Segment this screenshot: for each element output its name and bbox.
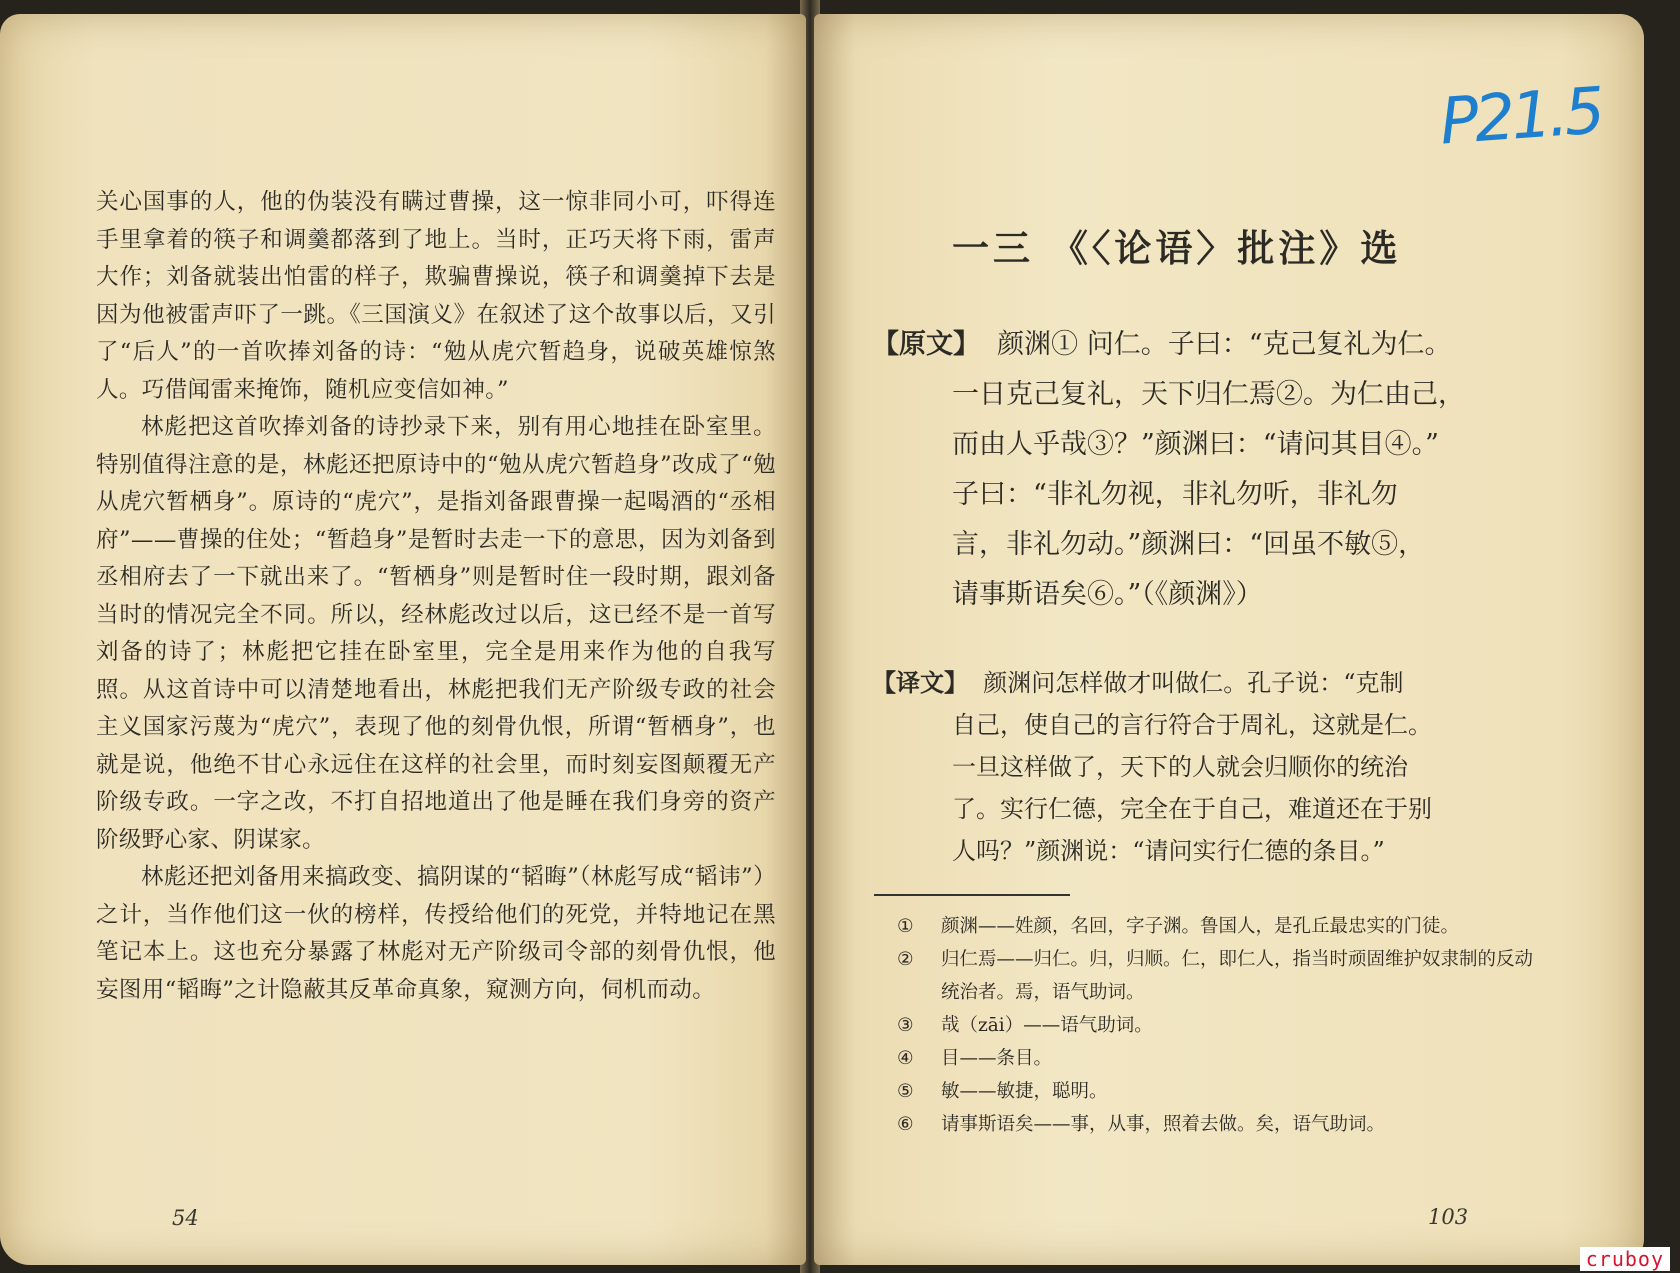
paragraph: 林彪把这首吹捧刘备的诗抄录下来，别有用心地挂在卧室里。特别值得注意的是，林彪还把原诗中的“勉从虎穴暂趋身”改成了“勉从虎穴暂栖身”。原诗的“虎穴”，是指刘备跟曹操一起喝酒的“丞相府”——曹操的住处；“暂趋身”是暂时去走一下的意思，因为刘备到丞相府去了一下就出来了。“暂栖身”则是暂时住一段时期，跟刘备当时的情况完全不同。所以，经林彪改过以后，这已经不是一首写刘备的诗了；林彪把它挂在卧室里，完全是用来作为他的自我写照。从这首诗中可以清楚地看出，林彪把我们无产阶级专政的社会主义国家污蔑为“虎穴”，表现了他的刻骨仇恨，所谓“暂栖身”，也就是说，他绝不甘心永远住在这样的社会里，而时刻妄图颠覆无产阶级专政。一字之改，不打自招地道出了他是睡在我们身旁的资产阶级野心家、阴谋家。 bbox=[96, 414, 776, 853]
footnote bbox=[897, 1108, 1537, 1141]
translation-section bbox=[872, 662, 1532, 872]
original-line: 而由人乎哉③？”颜渊曰：“请问其目④。” bbox=[952, 429, 1439, 460]
left-page-body bbox=[96, 184, 776, 1009]
original-line: 子曰：“非礼勿视，非礼勿听，非礼勿 bbox=[952, 479, 1398, 510]
footnote-number: ⑥ bbox=[897, 1114, 914, 1135]
translation-line: 了。实行仁德，完全在于自己，难道还在于别 bbox=[952, 795, 1432, 823]
page-number-right: 103 bbox=[1428, 1205, 1469, 1229]
translation-first-line bbox=[872, 662, 1532, 704]
watermark: cruboy bbox=[1580, 1247, 1670, 1271]
original-text-section bbox=[872, 320, 1532, 620]
translation-line: 颜渊问怎样做才叫做仁。孔子说：“克制 bbox=[983, 669, 1404, 697]
footnote bbox=[897, 943, 1537, 1009]
original-first-line bbox=[872, 320, 1532, 370]
paragraph: 关心国事的人，他的伪装没有瞒过曹操，这一惊非同小可，吓得连手里拿着的筷子和调羹都落到了地上。当时，正巧天将下雨，雷声大作；刘备就装出怕雷的样子，欺骗曹操说，筷子和调羹掉下去是因为他被雷声吓了一跳。《三国演义》在叙述了这个故事以后，又引了“后人”的一首吹捧刘备的诗：“勉从虎穴暂趋身，说破英雄惊煞人。巧借闻雷来掩饰，随机应变信如神。” bbox=[96, 189, 776, 403]
footnote-number: ① bbox=[897, 916, 914, 937]
paragraph: 林彪还把刘备用来搞政变、搞阴谋的“韬晦”（林彪写成“韬讳”）之计，当作他们这一伙的榜样，传授给他们的死党，并特地记在黑笔记本上。这也充分暴露了林彪对无产阶级司令部的刻骨仇恨，他妄图用“韬晦”之计隐蔽其反革命真象，窥测方向，伺机而动。 bbox=[96, 864, 776, 1003]
translation-tag: 【译文】 bbox=[872, 668, 968, 697]
page-number-left: 54 bbox=[172, 1206, 199, 1230]
footnote-number: ③ bbox=[897, 1015, 914, 1036]
translation-line: 自己，使自己的言行符合于周礼，这就是仁。 bbox=[952, 711, 1432, 739]
footnote-text: 目——条目。 bbox=[941, 1048, 1053, 1069]
footnote bbox=[897, 1075, 1537, 1108]
translation-line: 一旦这样做了，天下的人就会归顺你的统治 bbox=[952, 753, 1408, 781]
original-line: 请事斯语矣⑥。”（《颜渊》） bbox=[952, 579, 1263, 610]
original-line: 一日克己复礼，天下归仁焉②。为仁由己， bbox=[952, 379, 1465, 410]
footnote-text: 请事斯语矣——事，从事，照着去做。矣，语气助词。 bbox=[941, 1114, 1386, 1135]
footnote bbox=[897, 910, 1537, 943]
chapter-title: 一三 《〈论语〉批注》选 bbox=[952, 226, 1402, 270]
footnote bbox=[897, 1042, 1537, 1075]
footnote-text: 敏——敏捷，聪明。 bbox=[941, 1081, 1108, 1102]
footnote-divider bbox=[874, 894, 1070, 896]
footnote-text: 归仁焉——归仁。归，归顺。仁，即仁人，指当时顽固维护奴隶制的反动统治者。焉，语气助词。 bbox=[941, 949, 1534, 1003]
footnote-number: ② bbox=[897, 949, 914, 970]
translation-line: 人吗？”颜渊说：“请问实行仁德的条目。” bbox=[952, 837, 1385, 865]
original-text-tag: 【原文】 bbox=[872, 329, 980, 360]
footnote-number: ⑤ bbox=[897, 1081, 914, 1102]
original-line: 颜渊① 问仁。子曰：“克己复礼为仁。 bbox=[997, 329, 1452, 360]
footnote bbox=[897, 1009, 1537, 1042]
footnote-number: ④ bbox=[897, 1048, 914, 1069]
footnote-text: 哉（zāi）——语气助词。 bbox=[941, 1015, 1153, 1036]
original-line: 言，非礼勿动。”颜渊曰：“回虽不敏⑤， bbox=[952, 529, 1426, 560]
footnote-text: 颜渊——姓颜，名回，字子渊。鲁国人，是孔丘最忠实的门徒。 bbox=[941, 916, 1460, 937]
handwritten-page-mark: P21.5 bbox=[1437, 74, 1604, 160]
footnotes bbox=[897, 910, 1537, 1141]
